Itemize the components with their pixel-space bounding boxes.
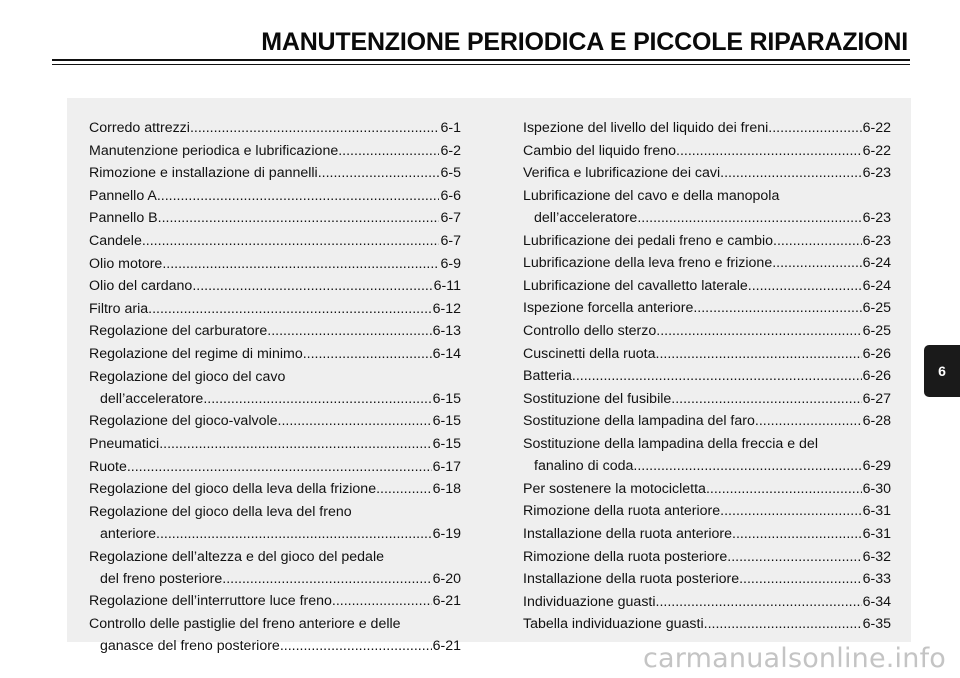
toc-entry[interactable] xyxy=(89,478,461,500)
toc-page-number: 6-23 xyxy=(862,232,891,249)
toc-entry-row xyxy=(89,388,461,410)
toc-page-number: 6-19 xyxy=(432,525,461,542)
toc-entry-label: Sostituzione della lampadina del faro xyxy=(523,413,755,430)
dot-leader xyxy=(772,252,861,274)
dot-leader xyxy=(739,568,861,590)
dot-leader xyxy=(127,456,432,478)
toc-entry-label: Lubrificazione della leva freno e frizione xyxy=(523,255,773,272)
toc-entry[interactable] xyxy=(523,365,891,387)
toc-entry-row xyxy=(523,140,891,162)
toc-page-number: 6-20 xyxy=(432,570,461,587)
toc-entry-label: Lubrificazione del cavalletto laterale xyxy=(523,277,748,294)
toc-entry-label: Sostituzione del fusibile xyxy=(523,390,672,407)
toc-page-number: 6-32 xyxy=(862,548,891,565)
dot-leader xyxy=(693,297,861,319)
toc-entry[interactable] xyxy=(523,275,891,297)
toc-entry[interactable] xyxy=(523,230,891,252)
dot-leader xyxy=(278,410,432,432)
watermark-text: carmanualsonline.info xyxy=(643,643,946,674)
toc-entry-row xyxy=(89,298,461,320)
toc-page-number: 6-26 xyxy=(862,368,891,385)
toc-entry-row xyxy=(523,275,891,297)
dot-leader xyxy=(637,207,861,229)
toc-entry[interactable] xyxy=(523,568,891,590)
toc-entry-row xyxy=(89,568,461,590)
toc-entry-row xyxy=(523,252,891,274)
toc-entry[interactable] xyxy=(89,298,461,320)
toc-entry-label: dell’acceleratore xyxy=(100,390,204,407)
toc-entry[interactable] xyxy=(523,140,891,162)
toc-page-number: 6-15 xyxy=(432,435,461,452)
toc-entry-row xyxy=(523,230,891,252)
toc-entry-row xyxy=(523,388,891,410)
toc-entry-label: Regolazione del gioco della leva della frizione xyxy=(89,481,377,498)
dot-leader xyxy=(148,298,431,320)
toc-entry[interactable] xyxy=(89,590,461,612)
toc-entry-label: Controllo dello sterzo xyxy=(523,322,657,339)
toc-entry-label: Rimozione della ruota anteriore xyxy=(523,503,721,520)
toc-entry-label: Pannello B xyxy=(89,210,158,227)
toc-page-number: 6-29 xyxy=(862,458,891,475)
toc-page-number: 6-5 xyxy=(440,165,461,182)
toc-entry[interactable] xyxy=(523,500,891,522)
dot-leader xyxy=(192,275,432,297)
toc-entry[interactable] xyxy=(523,185,891,229)
toc-entry[interactable] xyxy=(523,523,891,545)
dot-leader xyxy=(773,230,862,252)
toc-page-number: 6-13 xyxy=(432,323,461,340)
toc-entry-title-line: Sostituzione della lampadina della freccia e del xyxy=(523,435,818,452)
toc-entry-label: Installazione della ruota posteriore xyxy=(523,571,740,588)
toc-entry[interactable] xyxy=(89,320,461,342)
toc-entry[interactable] xyxy=(89,546,461,590)
toc-page-number: 6-2 xyxy=(440,142,461,159)
dot-leader xyxy=(203,388,431,410)
toc-entry[interactable] xyxy=(523,320,891,342)
dot-leader xyxy=(156,523,432,545)
toc-entry-title-line: Controllo delle pastiglie del freno anteriore e delle xyxy=(89,615,401,632)
dot-leader xyxy=(671,388,861,410)
toc-entry[interactable] xyxy=(89,207,461,229)
toc-entry-row xyxy=(523,117,891,139)
toc-page-number: 6-33 xyxy=(862,571,891,588)
toc-entry-label: dell’acceleratore xyxy=(534,209,638,226)
dot-leader xyxy=(159,433,431,455)
dot-leader xyxy=(572,365,862,387)
toc-entry-row xyxy=(89,117,461,139)
toc-page-number: 6-23 xyxy=(862,209,891,226)
toc-entry-row xyxy=(523,320,891,342)
toc-entry-label: Regolazione dell’interruttore luce freno xyxy=(89,593,332,610)
toc-entry-label: Individuazione guasti xyxy=(523,593,656,610)
dot-leader xyxy=(727,546,861,568)
toc-entry-label: Regolazione del regime di minimo xyxy=(89,345,303,362)
toc-entry-label: anteriore xyxy=(100,525,156,542)
toc-entry-title-line: Regolazione del gioco della leva del freno xyxy=(89,503,352,520)
dot-leader xyxy=(748,275,862,297)
toc-page-number: 6-25 xyxy=(862,322,891,339)
page-title: MANUTENZIONE PERIODICA E PICCOLE RIPARAZIONI xyxy=(261,28,908,56)
toc-entry-label: Rimozione della ruota posteriore xyxy=(523,548,728,565)
toc-page-number: 6-24 xyxy=(862,255,891,272)
toc-entry-row xyxy=(523,343,891,365)
toc-entry[interactable] xyxy=(523,343,891,365)
dot-leader xyxy=(706,478,862,500)
toc-page-number: 6-15 xyxy=(432,413,461,430)
toc-entry[interactable] xyxy=(523,297,891,319)
dot-leader xyxy=(303,343,432,365)
dot-leader xyxy=(267,320,431,342)
dot-leader xyxy=(142,230,440,252)
toc-entry-label: ganasce del freno posteriore xyxy=(100,638,280,655)
title-rule-thick xyxy=(52,59,910,61)
toc-page-number: 6-34 xyxy=(862,593,891,610)
dot-leader xyxy=(656,343,862,365)
toc-page-number: 6-11 xyxy=(433,278,461,295)
toc-entry[interactable] xyxy=(89,117,461,139)
toc-entry[interactable] xyxy=(523,546,891,568)
toc-page-number: 6-21 xyxy=(432,593,461,610)
toc-entry-label: Corredo attrezzi xyxy=(89,120,190,136)
toc-entry-row xyxy=(523,591,891,613)
toc-entry-row xyxy=(523,546,891,568)
toc-entry-label: Ispezione del livello del liquido dei freni xyxy=(523,120,769,136)
toc-entry-label: Olio motore xyxy=(89,255,163,272)
toc-entry-row xyxy=(89,140,461,162)
toc-entry[interactable] xyxy=(89,501,461,545)
toc-entry-title-line: Regolazione del gioco del cavo xyxy=(89,368,286,385)
dot-leader xyxy=(656,591,862,613)
toc-entry-row xyxy=(89,456,461,478)
toc-entry[interactable] xyxy=(89,140,461,162)
toc-page-number: 6-17 xyxy=(432,458,461,475)
toc-column-left xyxy=(89,117,461,658)
chapter-tab[interactable]: 6 xyxy=(924,345,960,397)
toc-entry-row xyxy=(89,590,461,612)
toc-page-number: 6-27 xyxy=(862,390,891,407)
toc-page-number: 6-18 xyxy=(432,481,461,498)
toc-entry-label: del freno posteriore xyxy=(100,570,223,587)
toc-entry[interactable] xyxy=(89,433,461,455)
toc-entry-row xyxy=(89,185,461,207)
dot-leader xyxy=(157,185,440,207)
toc-page-number: 6-6 xyxy=(440,187,461,204)
toc-entry-label: Regolazione del carburatore xyxy=(89,323,268,340)
dot-leader xyxy=(732,523,862,545)
toc-entry[interactable] xyxy=(523,410,891,432)
toc-entry[interactable] xyxy=(89,366,461,410)
toc-entry-row xyxy=(523,455,891,477)
dot-leader xyxy=(338,140,439,162)
toc-page-number: 6-35 xyxy=(862,616,891,633)
toc-entry[interactable] xyxy=(523,388,891,410)
toc-entry[interactable] xyxy=(523,613,891,635)
dot-leader xyxy=(280,635,432,657)
toc-entry-label: Cuscinetti della ruota xyxy=(523,345,656,362)
dot-leader xyxy=(162,253,439,275)
toc-entry-row xyxy=(89,275,461,297)
toc-page-number: 6-31 xyxy=(862,503,891,520)
toc-entry-label: Pneumatici xyxy=(89,435,160,452)
toc-page-number: 6-31 xyxy=(862,525,891,542)
toc-entry-label: Candele xyxy=(89,232,142,249)
toc-entry-row xyxy=(89,635,461,657)
dot-leader xyxy=(768,117,861,139)
toc-entry-row xyxy=(523,162,891,184)
toc-entry-row xyxy=(523,523,891,545)
toc-entry[interactable] xyxy=(523,162,891,184)
toc-entry[interactable] xyxy=(89,230,461,252)
toc-page-number: 6-28 xyxy=(862,413,891,430)
toc-entry[interactable] xyxy=(523,478,891,500)
toc-entry-row xyxy=(523,297,891,319)
toc-entry-title-line: Lubrificazione del cavo e della manopola xyxy=(523,187,780,204)
toc-entry[interactable] xyxy=(89,456,461,478)
toc-page-number: 6-7 xyxy=(440,210,461,227)
dot-leader xyxy=(158,207,440,229)
toc-page-number: 6-22 xyxy=(862,120,891,136)
toc-entry-label: Regolazione del gioco-valvole xyxy=(89,413,278,430)
toc-page-number: 6-9 xyxy=(440,255,461,272)
toc-page-number: 6-15 xyxy=(432,390,461,407)
dot-leader xyxy=(656,320,861,342)
toc-page-number: 6-23 xyxy=(862,165,891,182)
toc-entry-row xyxy=(523,613,891,635)
toc-entry-label: Pannello A xyxy=(89,187,157,204)
toc-entry[interactable] xyxy=(523,433,891,477)
title-rule-thin xyxy=(52,64,910,65)
dot-leader xyxy=(755,410,862,432)
toc-entry-label: Rimozione e installazione di pannelli xyxy=(89,165,318,182)
dot-leader xyxy=(318,162,440,184)
toc-entry-row xyxy=(523,365,891,387)
toc-entry-label: Cambio del liquido freno xyxy=(523,142,677,159)
toc-page-number: 6-12 xyxy=(432,300,461,317)
toc-entry-label: Ruote xyxy=(89,458,127,475)
dot-leader xyxy=(676,140,862,162)
dot-leader xyxy=(720,500,861,522)
toc-entry-label: Per sostenere la motocicletta xyxy=(523,480,706,497)
toc-entry[interactable] xyxy=(89,410,461,432)
toc-entry-row xyxy=(523,478,891,500)
dot-leader xyxy=(190,117,440,139)
toc-page-number: 6-25 xyxy=(862,300,891,317)
dot-leader xyxy=(222,568,431,590)
toc-entry-title-line: Regolazione dell’altezza e del gioco del pedale xyxy=(89,548,384,565)
toc-page-number: 6-26 xyxy=(862,345,891,362)
toc-entry-label: Olio del cardano xyxy=(89,278,193,295)
dot-leader xyxy=(704,613,862,635)
toc-column-right xyxy=(523,117,891,636)
toc-entry-label: Manutenzione periodica e lubrificazione xyxy=(89,142,339,159)
toc-entry-label: Installazione della ruota anteriore xyxy=(523,525,733,542)
toc-entry-label: Lubrificazione dei pedali freno e cambio xyxy=(523,232,774,249)
toc-entry[interactable] xyxy=(523,591,891,613)
toc-page-number: 6-22 xyxy=(862,142,891,159)
toc-entry[interactable] xyxy=(523,117,891,139)
toc-entry-row xyxy=(89,207,461,229)
toc-entry-row xyxy=(523,500,891,522)
toc-entry[interactable] xyxy=(523,252,891,274)
toc-entry-row xyxy=(89,320,461,342)
toc-entry[interactable] xyxy=(89,613,461,657)
toc-entry-label: Verifica e lubrificazione dei cavi xyxy=(523,165,721,182)
toc-entry[interactable] xyxy=(89,275,461,297)
toc-entry-label: fanalino di coda xyxy=(534,458,634,475)
toc-page-number: 6-7 xyxy=(440,232,461,249)
toc-entry-row xyxy=(89,162,461,184)
toc-page-number: 6-24 xyxy=(862,277,891,294)
dot-leader xyxy=(720,162,861,184)
toc-entry-row xyxy=(523,207,891,229)
toc-page-number: 6-1 xyxy=(440,120,461,136)
toc-entry-label: Ispezione forcella anteriore xyxy=(523,300,694,317)
toc-entry-label: Filtro aria xyxy=(89,300,149,317)
toc-entry-row xyxy=(89,478,461,500)
toc-entry-row xyxy=(523,410,891,432)
toc-entry[interactable] xyxy=(89,253,461,275)
toc-entry-row xyxy=(89,523,461,545)
toc-entry-label: Tabella individuazione guasti xyxy=(523,616,704,633)
toc-entry-row xyxy=(89,230,461,252)
toc-entry-row xyxy=(89,410,461,432)
toc-entry[interactable] xyxy=(89,185,461,207)
toc-page-number: 6-30 xyxy=(862,480,891,497)
toc-entry-row xyxy=(89,433,461,455)
dot-leader xyxy=(332,590,432,612)
toc-page-number: 6-21 xyxy=(432,638,461,655)
toc-entry[interactable] xyxy=(89,162,461,184)
toc-page-number: 6-14 xyxy=(432,345,461,362)
toc-entry-label: Batteria xyxy=(523,368,572,385)
dot-leader xyxy=(376,478,432,500)
dot-leader xyxy=(633,455,861,477)
toc-entry[interactable] xyxy=(89,343,461,365)
toc-entry-row xyxy=(523,568,891,590)
toc-entry-row xyxy=(89,253,461,275)
toc-entry-row xyxy=(89,343,461,365)
